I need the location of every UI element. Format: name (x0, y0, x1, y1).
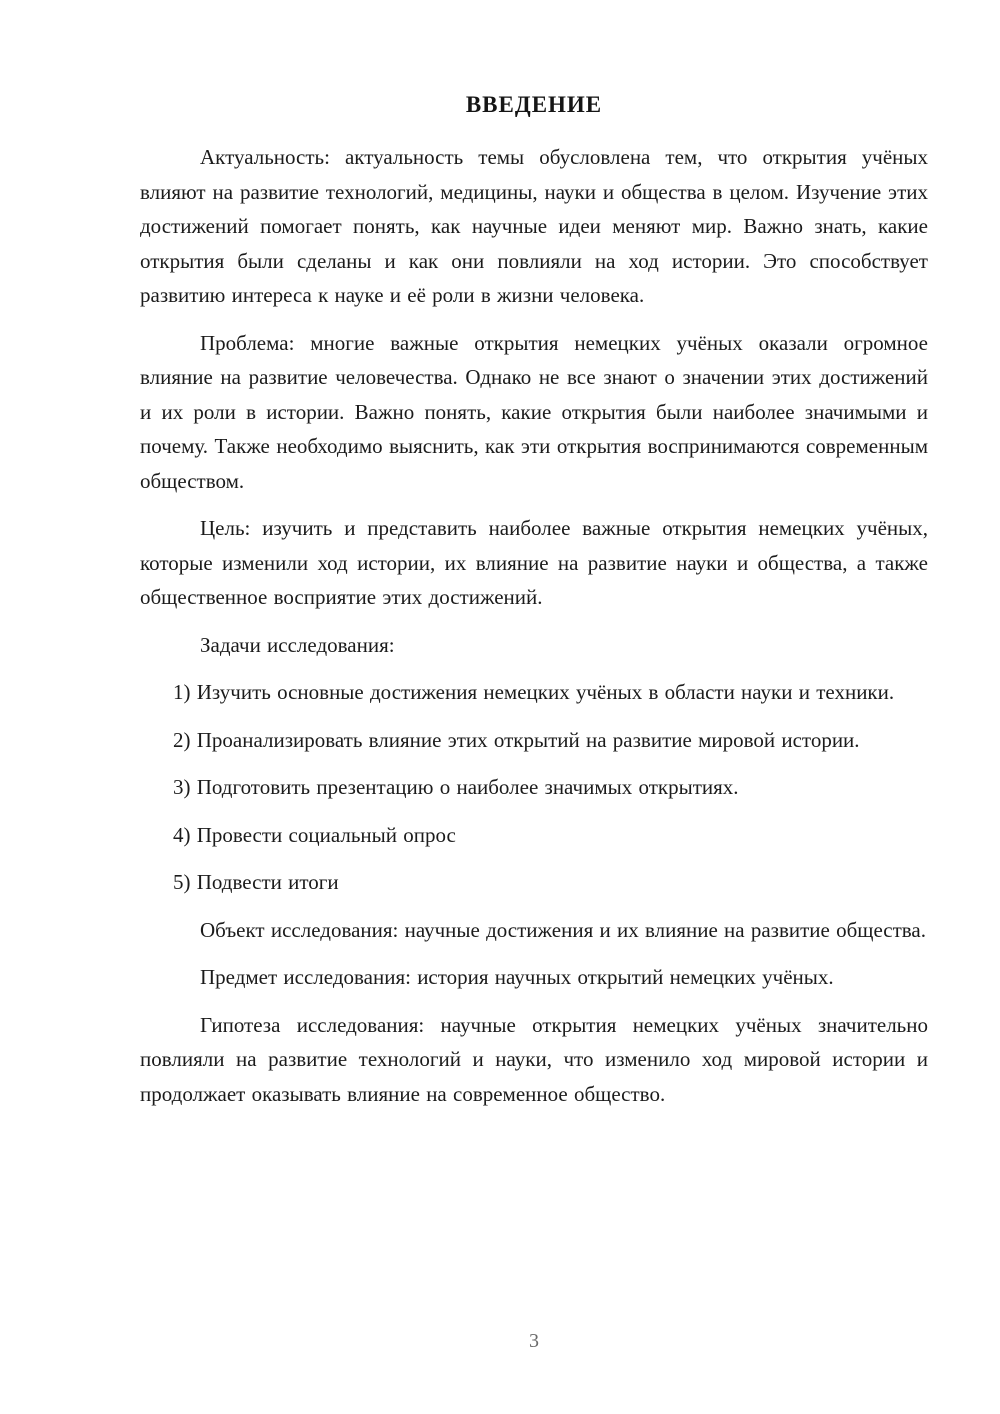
task-item-2: 2) Проанализировать влияние этих открытий на развитие мировой истории. (173, 727, 860, 752)
paragraph-subject: Предмет исследования: история научных открытий немецких учёных. (200, 965, 834, 989)
task-item-4: 4) Провести социальный опрос (173, 822, 456, 847)
paragraph-object: Объект исследования: научные достижения и их влияние на развитие общества. (200, 917, 926, 942)
page-number: 3 (529, 1330, 539, 1352)
page-title: ВВЕДЕНИЕ (465, 92, 603, 117)
paragraph-relevance: Актуальность: актуальность темы обусловлена тем, что открытия учёных влияют на развитие технологий, медицины, науки и общества в целом. Изучение этих достижений помогает понять, как научные идеи меняют мир. Важно знать, какие открытия были сделаны и как они повлияли на ход истории. Это способствует развитию интереса к науке и её роли в жизни человека. (140, 145, 928, 307)
paragraph-tasks-heading: Задачи исследования: (200, 632, 395, 657)
task-item-3: 3) Подготовить презентацию о наиболее значимых открытиях. (173, 775, 739, 799)
task-item-5: 5) Подвести итоги (173, 870, 339, 894)
paragraph-hypothesis: Гипотеза исследования: научные открытия немецких учёных значительно повлияли на развитие технологий и науки, что изменило ход мировой истории и продолжает оказывать влияние на современное общество. (140, 1012, 928, 1106)
paragraph-goal: Цель: изучить и представить наиболее важные открытия немецких учёных, которые изменили ход истории, их влияние на развитие науки и общества, а также общественное восприятие этих достижений. (140, 516, 928, 609)
task-item-1: 1) Изучить основные достижения немецких учёных в области науки и техники. (173, 680, 895, 704)
paragraph-problem: Проблема: многие важные открытия немецких учёных оказали огромное влияние на развитие человечества. Однако не все знают о значении этих достижений и их роли в истории. Важно понять, какие открытия были наиболее значимыми и почему. Также необходимо выяснить, как эти открытия воспринимаются современным обществом. (140, 330, 928, 493)
